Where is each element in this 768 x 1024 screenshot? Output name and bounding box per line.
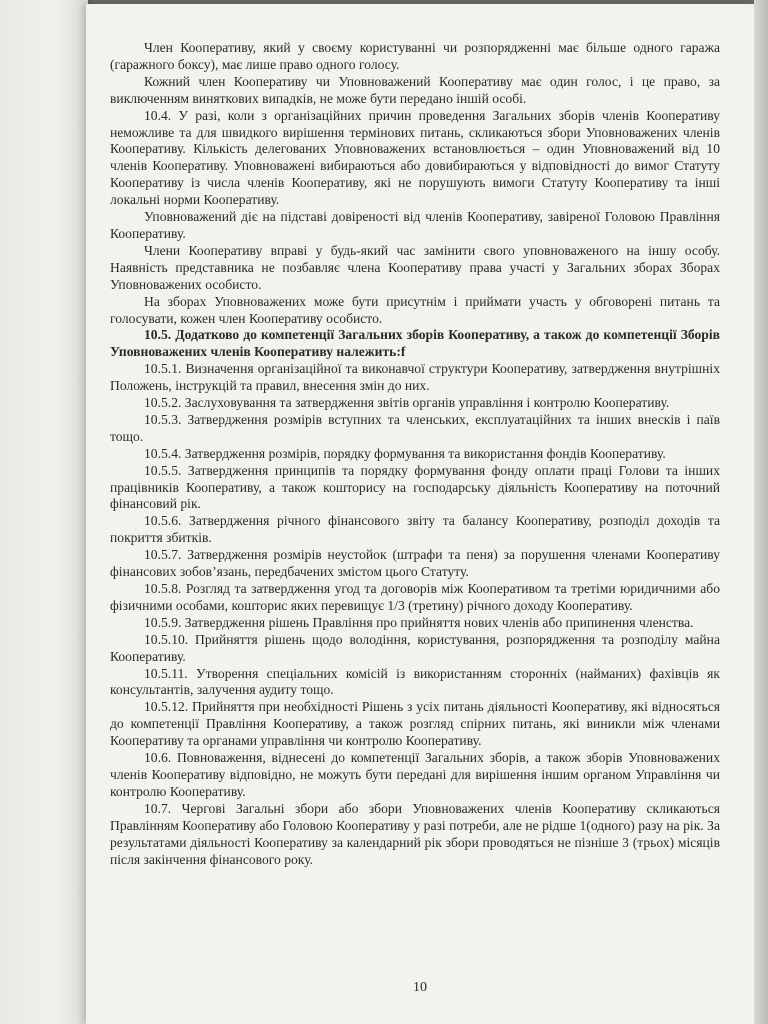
document-body (110, 40, 720, 868)
paragraph: 10.5.8. Розгляд та затвердження угод та договорів між Кооперативом та третіми юридичними або фізичними особами, кошторис яких перевищує 1/3 (третину) річного доходу Кооперативу. (110, 581, 720, 613)
paragraph: Кожний член Кооперативу чи Уповноважений Кооперативу має один голос, і це право, за виключенням виняткових випадків, не може бути передано іншій особі. (110, 73, 720, 106)
paragraph: Члени Кооперативу вправі у будь-який час замінити свого уповноваженого на іншу особу. Наявність представника не позбавляє члена Кооперативу права участі у Загальних зборах Зборах Уповноважених особисто. (110, 242, 720, 292)
paragraph: 10.5.9. Затвердження рішень Правління про прийняття нових членів або припинення членства. (144, 614, 694, 630)
page-number: 10 (413, 980, 427, 995)
paragraph: 10.5.6. Затвердження річного фінансового звіту та балансу Кооперативу, розподіл доходів та покриття збитків. (110, 513, 720, 546)
paragraph: 10.7. Чергові Загальні збори або збори Уповноважених членів Кооперативу скликаються Правлінням Кооперативу або Головою Кооперативу у разі потреби, але не рідше 1(одного) разу на рік. За результатами діяльності Кооперативу за календарний рік збори проводяться не пізніше 3 (трьох) місяців після закінчення фінансового року. (110, 800, 720, 867)
section-heading: 10.5. Додатково до компетенції Загальних зборів Кооперативу, а також до компетенції Зборів Уповноважених членів Кооперативу належить:f (110, 327, 720, 360)
paragraph: 10.5.7. Затвердження розмірів неустойок (штрафи та пеня) за порушення членами Кооперативу фінансових зобов’язань, передбачених змістом цього Статуту. (110, 547, 720, 580)
paragraph: 10.5.5. Затвердження принципів та порядку формування фонду оплати праці Голови та інших працівників Кооперативу, а також кошторису на господарську діяльність Кооперативу на поточний фінансовий рік. (110, 462, 720, 512)
paragraph: 10.5.10. Прийняття рішень щодо володіння, користування, розпорядження та розподілу майна Кооперативу. (110, 631, 720, 664)
paragraph: 10.5.2. Заслуховування та затвердження звітів органів управління і контролю Кооперативу. (144, 395, 670, 411)
paragraph: Уповноважений діє на підставі довіреності від членів Кооперативу, завіреної Головою Правління Кооперативу. (110, 209, 720, 241)
paragraph: 10.5.4. Затвердження розмірів, порядку формування та використання фондів Кооперативу. (144, 445, 666, 461)
paragraph: 10.5.3. Затвердження розмірів вступних та членських, експлуатаційних та інших внесків і паїв тощо. (110, 411, 720, 444)
paragraph: 10.4. У разі, коли з організаційних причин проведення Загальних зборів членів Кооперативу неможливе та для швидкого вирішення термінових питань, скликаються збори Уповноважених членів Кооперативу. Кількість делегованих Уповноважених встановлюється – один Уповноважений від 10 членів Кооперативу. Уповноважені вибираються або довибираються у відповідності до вимог Статуту Кооперативу із числа членів Кооперативу, які не порушують вимоги Статуту Кооперативу та інші локальні норми Кооперативу. (110, 107, 720, 208)
paragraph: На зборах Уповноважених може бути присутнім і приймати участь у обговорені питань та голосувати, кожен член Кооперативу особисто. (110, 293, 720, 326)
page-edge (754, 0, 768, 1024)
paragraph: Член Кооперативу, який у своєму користуванні чи розпорядженні має більше одного гаража (гаражного боксу), має лише право одного голосу. (110, 40, 720, 72)
paragraph: 10.5.1. Визначення організаційної та виконавчої структури Кооперативу, затвердження внутрішніх Положень, інструкцій та правил, внесення змін до них. (110, 361, 720, 394)
paragraph: 10.5.11. Утворення спеціальних комісій із використанням сторонніх (найманих) фахівців як консультантів, залучення аудиту тощо. (110, 665, 720, 698)
paragraph: 10.5.12. Прийняття при необхідності Рішень з усіх питань діяльності Кооперативу, які відносяться до компетенції Правління Кооперативу, а також розгляд спірних питань, які виникли між членами Кооперативу та органами управління чи контролю Кооперативу. (110, 699, 720, 749)
previous-page (0, 0, 88, 1024)
paragraph: 10.6. Повноваження, віднесені до компетенції Загальних зборів, а також зборів Уповноважених членів Кооперативу відповідно, не можуть бути передані для вирішення іншим органом Управління чи контролю Кооперативу. (110, 750, 720, 799)
